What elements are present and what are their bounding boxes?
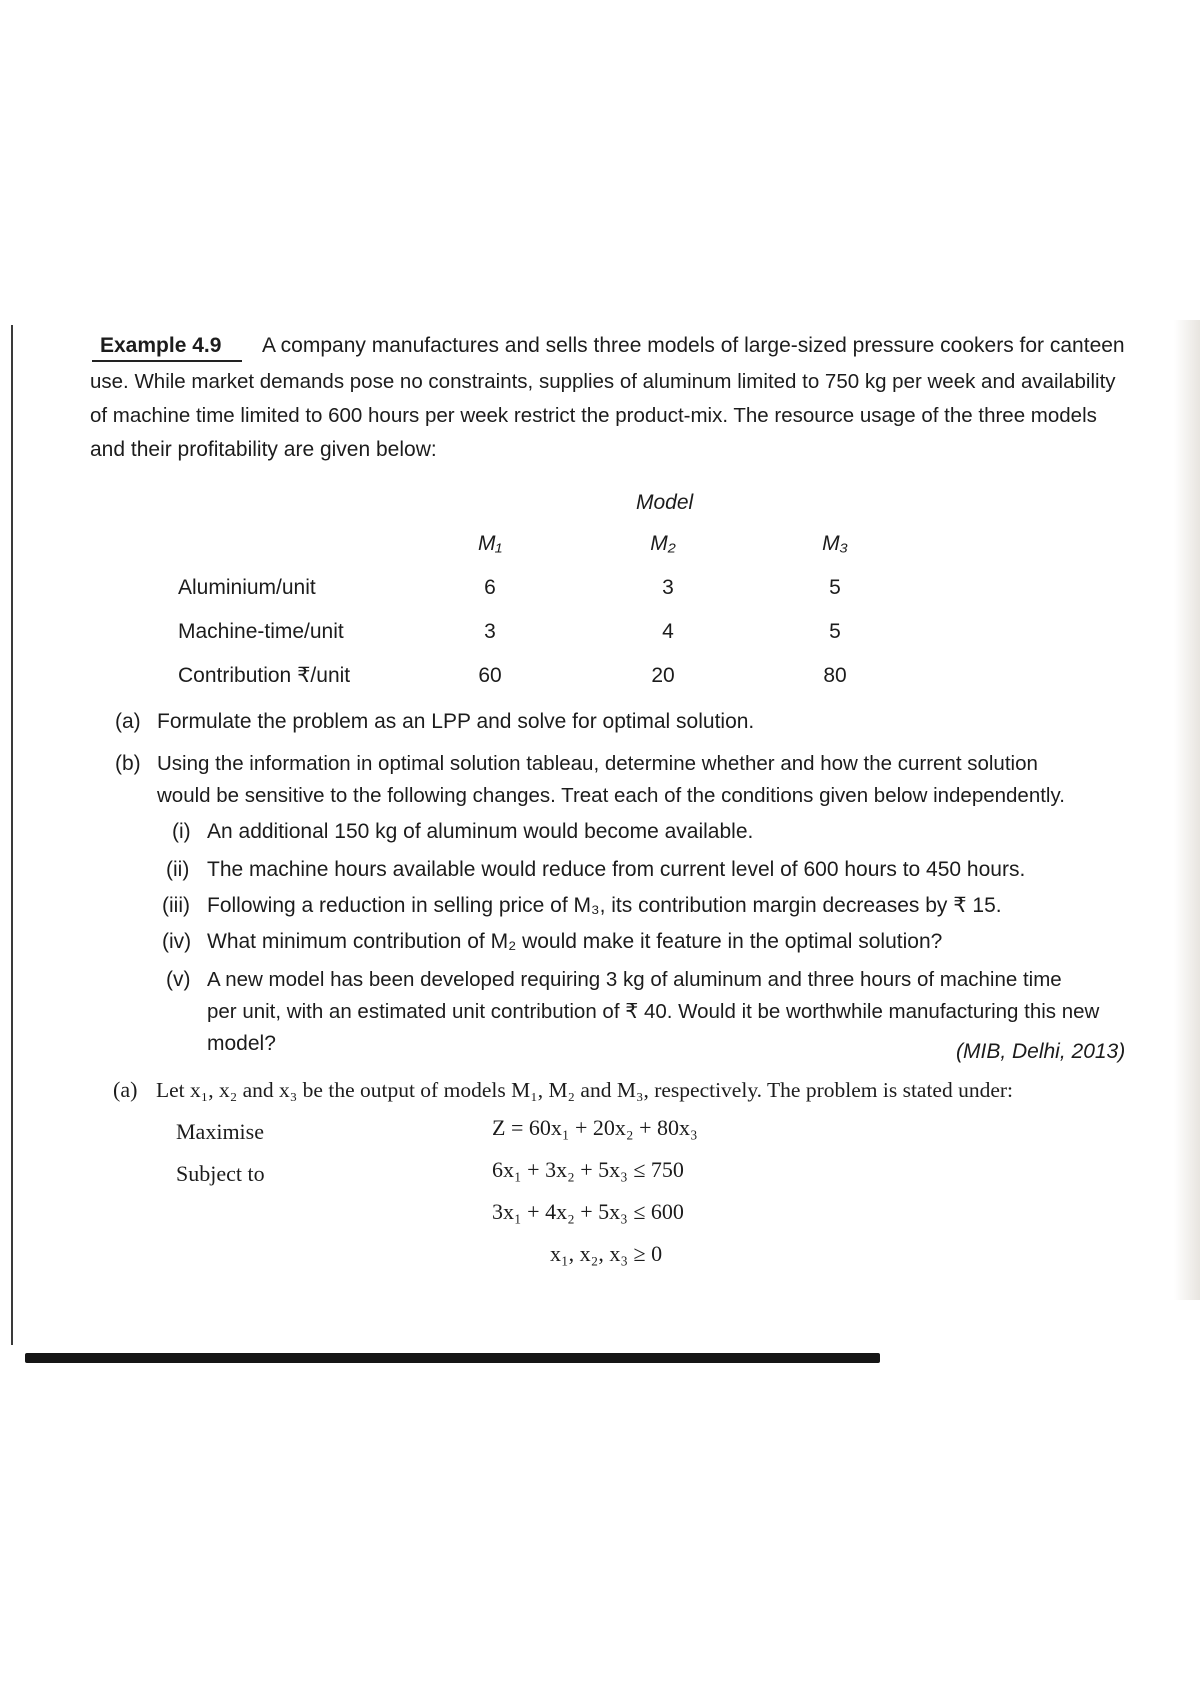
solution-intro: Let x₁, x₂ and x₃ be the output of models M₁, M₂ and M₃, respectively. The problem is stated under: — [156, 1078, 1014, 1102]
item-iii-text: Following a reduction in selling price of M₃, its contribution margin decreases by ₹ 15. — [207, 894, 1002, 917]
col-header-m2: M₂ — [650, 532, 676, 555]
page-right-edge-shadow — [1174, 320, 1200, 1300]
constraint-aluminium: 6x₁ + 3x₂ + 5x₃ ≤ 750 — [492, 1157, 684, 1182]
cell-machine-m3: 5 — [829, 620, 841, 643]
col-header-m3: M₃ — [822, 532, 848, 555]
row-label-machine-time: Machine-time/unit — [178, 620, 344, 643]
cell-machine-m2: 4 — [662, 620, 674, 643]
row-label-contribution: Contribution ₹/unit — [178, 664, 351, 687]
cell-machine-m1: 3 — [484, 620, 496, 643]
question-b-line-2: would be sensitive to the following changes. Treat each of the conditions given below independently. — [157, 784, 1065, 807]
intro-line-4: and their profitability are given below: — [90, 438, 437, 461]
item-i-text: An additional 150 kg of aluminum would become available. — [207, 820, 754, 843]
intro-line-2: use. While market demands pose no constraints, supplies of aluminum limited to 750 kg per week and availability — [90, 370, 1116, 393]
subject-to-label: Subject to — [176, 1161, 265, 1186]
item-v-line-1: A new model has been developed requiring 3 kg of aluminum and three hours of machine time — [207, 968, 1062, 991]
item-iv-marker: (iv) — [162, 930, 192, 953]
cell-contribution-m1: 60 — [478, 664, 502, 687]
item-ii-text: The machine hours available would reduce from current level of 600 hours to 450 hours. — [207, 858, 1026, 881]
page-bottom-edge — [25, 1353, 880, 1363]
item-i-marker: (i) — [172, 820, 191, 843]
table-group-header: Model — [636, 491, 694, 514]
non-negativity-constraint: x₁, x₂, x₃ ≥ 0 — [550, 1241, 663, 1266]
intro-line-1: A company manufactures and sells three models of large-sized pressure cookers for canteen — [262, 334, 1125, 357]
item-iv-text: What minimum contribution of M₂ would make it feature in the optimal solution? — [207, 930, 943, 953]
row-label-aluminium: Aluminium/unit — [178, 576, 316, 599]
cell-aluminium-m2: 3 — [662, 576, 674, 599]
example-label: Example 4.9 — [100, 334, 222, 357]
question-a-text: Formulate the problem as an LPP and solve for optimal solution. — [157, 710, 755, 733]
question-a-marker: (a) — [115, 710, 141, 733]
cell-aluminium-m1: 6 — [484, 576, 496, 599]
question-b-marker: (b) — [115, 752, 141, 775]
maximise-label: Maximise — [176, 1119, 264, 1144]
constraint-machine-time: 3x₁ + 4x₂ + 5x₃ ≤ 600 — [492, 1199, 684, 1224]
cell-aluminium-m3: 5 — [829, 576, 841, 599]
item-ii-marker: (ii) — [166, 858, 190, 881]
cell-contribution-m2: 20 — [651, 664, 675, 687]
objective-function: Z = 60x₁ + 20x₂ + 80x₃ — [492, 1115, 698, 1140]
cell-contribution-m3: 80 — [823, 664, 847, 687]
question-source: (MIB, Delhi, 2013) — [956, 1040, 1126, 1063]
question-b-line-1: Using the information in optimal solution tableau, determine whether and how the current solution — [157, 752, 1038, 775]
col-header-m1: M₁ — [477, 532, 503, 555]
item-iii-marker: (iii) — [162, 894, 190, 917]
page-left-edge — [11, 325, 13, 1345]
intro-line-3: of machine time limited to 600 hours per week restrict the product-mix. The resource usage of the three models — [90, 404, 1097, 427]
item-v-line-3: model? — [207, 1032, 276, 1055]
item-v-marker: (v) — [166, 968, 191, 991]
example-label-underline — [92, 360, 242, 362]
item-v-line-2: per unit, with an estimated unit contribution of ₹ 40. Would it be worthwhile manufacturing this new — [207, 1000, 1100, 1023]
solution-marker: (a) — [113, 1077, 138, 1102]
